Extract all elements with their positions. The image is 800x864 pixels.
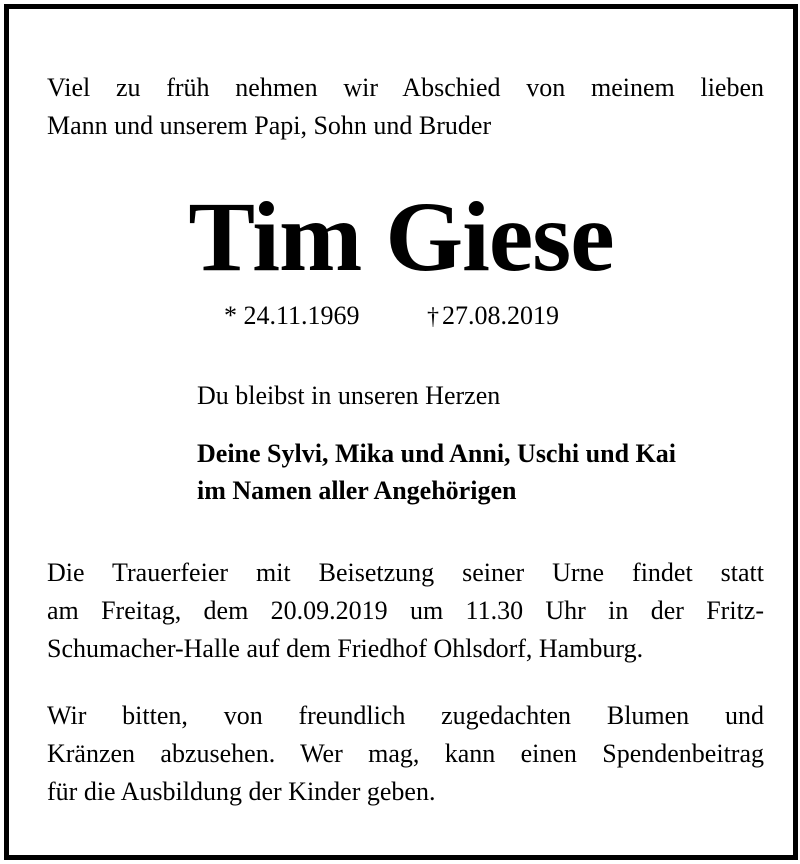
motto: Du bleibst in unseren Herzen xyxy=(197,381,501,410)
donation-request xyxy=(47,697,764,811)
donation-line-3: für die Ausbildung der Kinder geben. xyxy=(47,777,436,806)
ceremony-line-2: am Freitag, dem 20.09.2019 um 11.30 Uhr in der Fritz- xyxy=(47,596,764,625)
cross-icon: † xyxy=(427,304,439,330)
death-date xyxy=(427,299,559,334)
mourners-signature xyxy=(197,435,767,509)
deceased-name: Tim Giese xyxy=(188,181,614,292)
signature-line-1: Deine Sylvi, Mika und Anni, Uschi und Kai xyxy=(197,439,676,468)
ceremony-line-1: Die Trauerfeier mit Beisetzung seiner Urne findet statt xyxy=(47,558,764,587)
ceremony-info xyxy=(47,554,764,668)
obituary-notice xyxy=(4,4,798,860)
death-date-value: 27.08.2019 xyxy=(442,301,559,330)
donation-line-2: Kränzen abzusehen. Wer mag, kann einen Spendenbeitrag xyxy=(47,739,764,768)
birth-symbol: * xyxy=(224,301,237,330)
intro-line-2: Mann und unserem Papi, Sohn und Bruder xyxy=(47,111,492,140)
birth-date-value: 24.11.1969 xyxy=(243,301,360,330)
intro-text xyxy=(47,69,764,145)
birth-date xyxy=(224,299,360,333)
signature-line-2: im Namen aller Angehörigen xyxy=(197,476,517,505)
ceremony-line-3: Schumacher-Halle auf dem Friedhof Ohlsdorf, Hamburg. xyxy=(47,634,644,663)
donation-line-1: Wir bitten, von freundlich zugedachten Blumen und xyxy=(47,701,764,730)
intro-line-1: Viel zu früh nehmen wir Abschied von meinem lieben xyxy=(47,73,764,102)
